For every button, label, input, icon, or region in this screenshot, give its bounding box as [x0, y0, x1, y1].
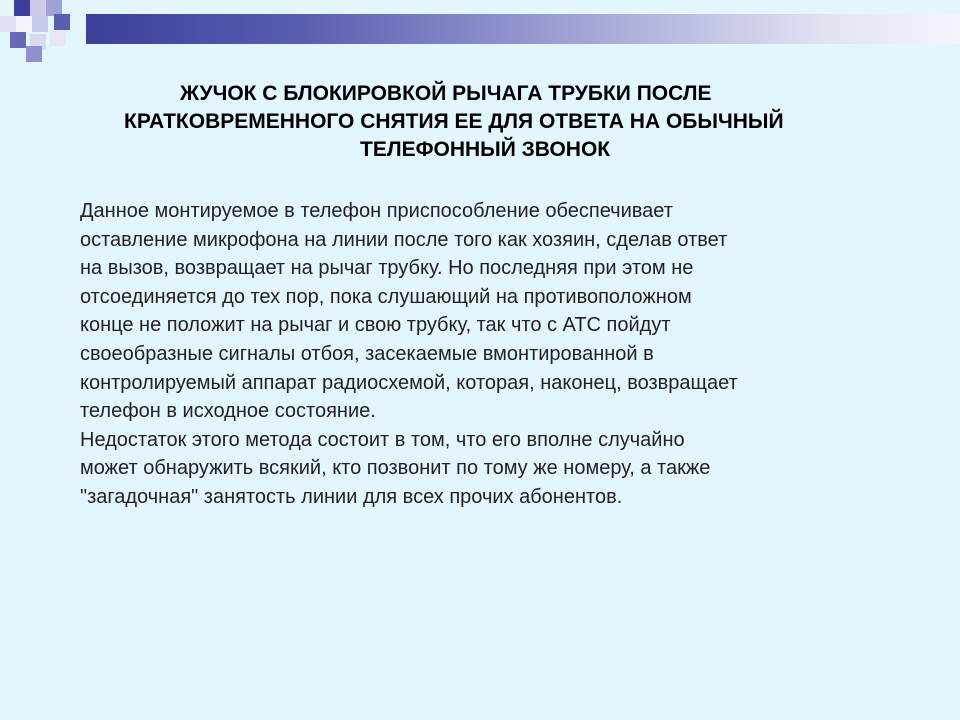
title-line: ЖУЧОК С БЛОКИРОВКОЙ РЫЧАГА ТРУБКИ ПОСЛЕ [180, 82, 712, 105]
body-line: контролируемый аппарат радиосхемой, которая, наконец, возвращает [80, 371, 738, 394]
body-line: телефон в исходное состояние. [80, 400, 376, 423]
body-line: своеобразные сигналы отбоя, засекаемые вмонтированной в [80, 342, 654, 365]
decor-square [16, 16, 32, 32]
decor-square [26, 46, 42, 62]
decor-square [54, 14, 70, 30]
body-line: Недостаток этого метода состоит в том, что его вполне случайно [80, 428, 685, 451]
slide-title [120, 80, 880, 164]
corner-squares-decoration [0, 0, 90, 60]
slide-body-text [80, 197, 900, 512]
body-line: на вызов, возвращает на рычаг трубку. Но последняя при этом не [80, 257, 694, 280]
decor-square [0, 16, 16, 32]
body-line: конце не положит на рычаг и свою трубку, так что с АТС пойдут [80, 314, 671, 337]
body-line: может обнаружить всякий, кто позвонит по тому же номеру, а также [80, 457, 711, 480]
decor-square [10, 32, 26, 48]
title-line: ТЕЛЕФОННЫЙ ЗВОНОК [360, 138, 611, 161]
title-line: КРАТКОВРЕМЕННОГО СНЯТИЯ ЕЕ ДЛЯ ОТВЕТА НА ОБЫЧНЫЙ [124, 110, 784, 133]
body-line: "загадочная" занятость линии для всех прочих абонентов. [80, 485, 623, 508]
body-line: отсоединяется до тех пор, пока слушающий на противоположном [80, 285, 692, 308]
decor-square [32, 16, 48, 32]
body-line: Данное монтируемое в телефон приспособление обеспечивает [80, 200, 673, 222]
decor-square [30, 0, 46, 16]
header-gradient-bar [86, 14, 960, 44]
body-line: оставление микрофона на линии после того как хозяин, сделав ответ [80, 228, 728, 251]
decor-square [50, 30, 66, 46]
decor-square [14, 0, 30, 16]
